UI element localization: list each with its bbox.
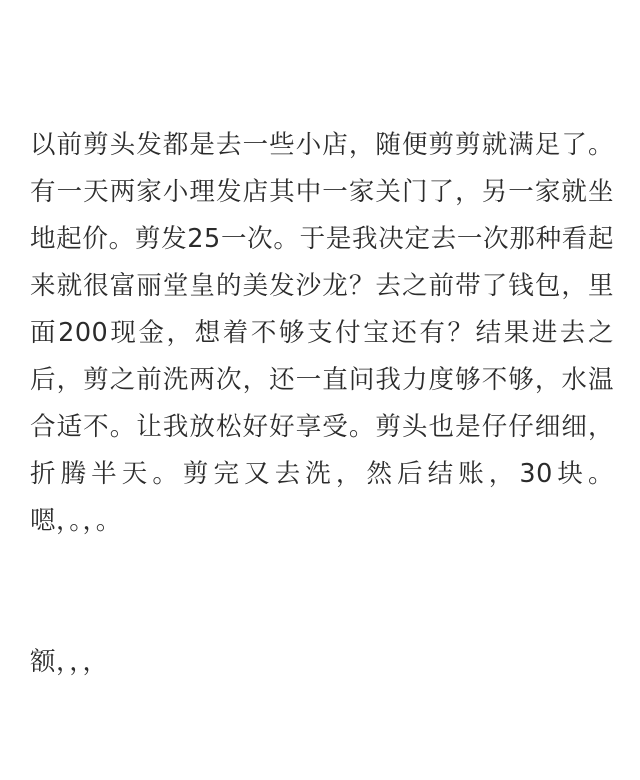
document-text-body — [30, 28, 614, 780]
paragraph-main: 以前剪头发都是去一些小店，随便剪剪就满足了。有一天两家小理发店其中一家关门了，另一家就坐地起价。剪发25一次。于是我决定去一次那种看起来就很富丽堂皇的美发沙龙？去之前带了钱包，里面200现金，想着不够支付宝还有？结果进去之后，剪之前洗两次，还一直问我力度够不够，水温合适不。让我放松好好享受。剪头也是仔仔细细，折腾半天。剪完又去洗，然后结账，30块。嗯，。，。 — [30, 130, 614, 536]
paragraph-last-line: 额，，， — [30, 647, 109, 677]
